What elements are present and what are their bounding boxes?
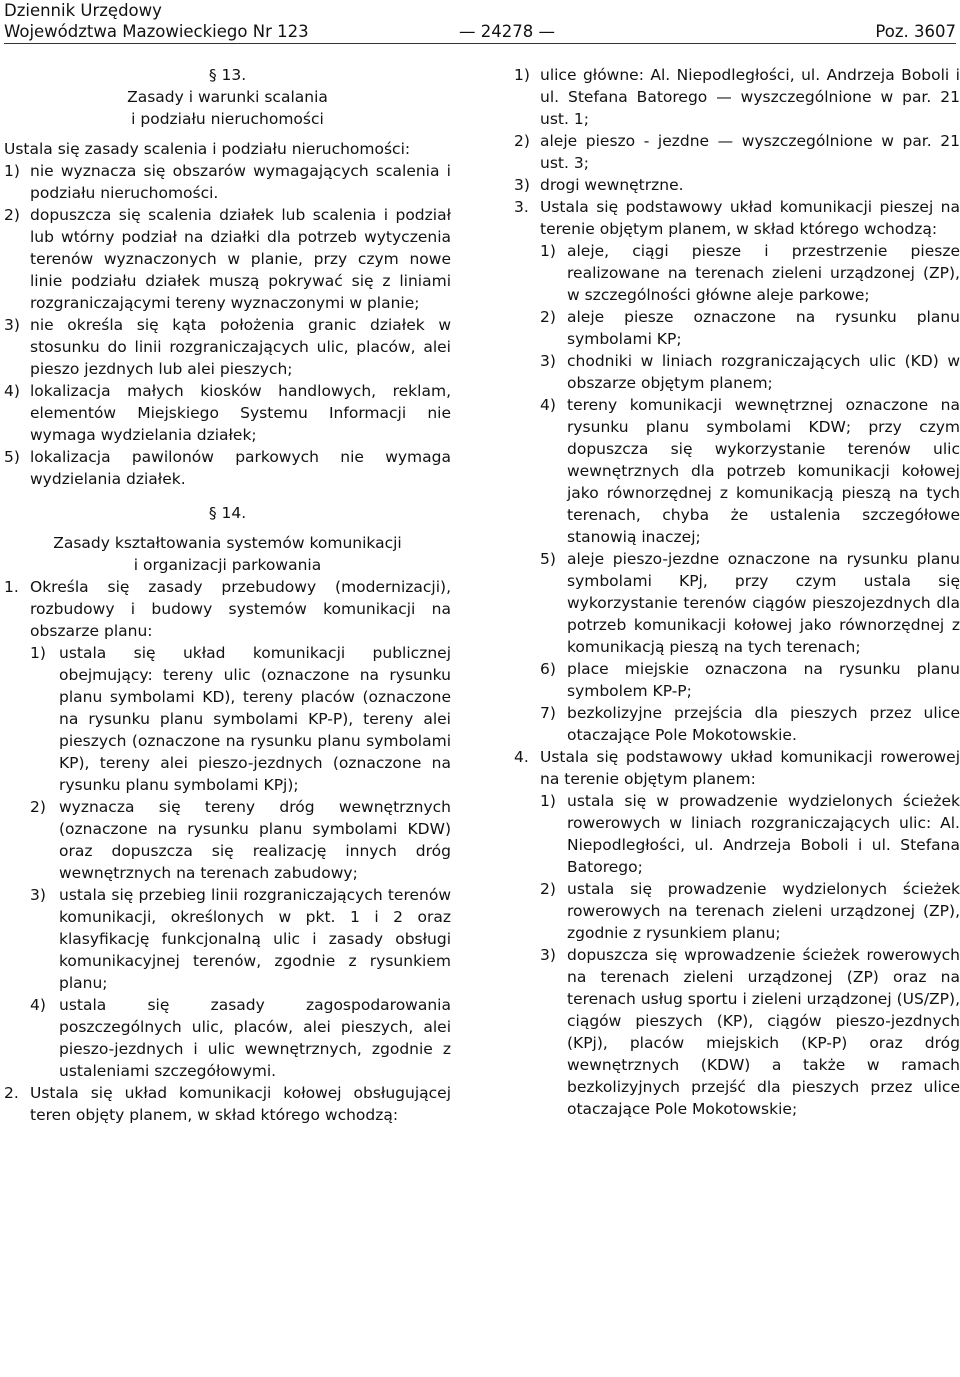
item-text: ustala się w prowadzenie wydzielonych ścieżek rowerowych w liniach rozgraniczających ulic: Al. Niepodległości, ul. Andrzeja Boboli i ul. Stefana Batorego;	[567, 792, 960, 876]
section-14-number: § 14.	[208, 504, 247, 522]
list-item	[4, 994, 451, 1082]
item-number: 1)	[30, 644, 46, 662]
paragraph-3	[514, 196, 960, 240]
item-text: nie wyznacza się obszarów wymagających scalenia i podziału nieruchomości.	[30, 162, 451, 202]
journal-title: Dziennik Urzędowy	[4, 1, 162, 20]
list-item	[4, 642, 451, 796]
paragraph-text: Ustala się podstawowy układ komunikacji pieszej na terenie objętym planem, w skład którego wchodzą:	[540, 198, 960, 238]
list-item	[514, 790, 960, 878]
item-text: bezkolizyjne przejścia dla pieszych przez ulice otaczające Pole Mokotowskie.	[567, 704, 960, 744]
paragraph-4	[514, 746, 960, 790]
list-item	[514, 350, 960, 394]
item-text: ustala się przebieg linii rozgraniczających terenów komunikacji, określonych w pkt. 1 i 2 oraz klasyfikację funkcjonalną ulic i zasady obsługi komunikacyjnej terenów, zgodnie z rysunkiem planu;	[59, 886, 451, 992]
item-number: 1)	[4, 162, 20, 180]
item-number: 4)	[30, 996, 46, 1014]
item-text: drogi wewnętrzne.	[540, 176, 684, 194]
item-text: nie określa się kąta położenia granic działek w stosunku do linii rozgraniczających ulic, placów, alei pieszo jezdnych lub alei pieszych;	[30, 316, 451, 378]
paragraph-text: Określa się zasady przebudowy (modernizacji), rozbudowy i budowy systemów komunikacji na obszarze planu:	[30, 578, 451, 640]
item-number: 5)	[540, 550, 556, 568]
list-item	[4, 204, 451, 314]
item-number: 2)	[514, 132, 530, 150]
item-number: 3)	[540, 352, 556, 370]
page-header	[4, 0, 956, 46]
right-column	[514, 64, 960, 1120]
item-number: 3)	[4, 316, 20, 334]
item-number: 2)	[4, 206, 20, 224]
item-number: 3)	[540, 946, 556, 964]
list-item	[514, 658, 960, 702]
item-number: 6)	[540, 660, 556, 678]
list-item	[514, 130, 960, 174]
list-item	[4, 796, 451, 884]
paragraph-2	[4, 1082, 451, 1126]
list-item	[4, 314, 451, 380]
list-item	[4, 160, 451, 204]
item-text: ulice główne: Al. Niepodległości, ul. Andrzeja Boboli i ul. Stefana Batorego — wyszczególnione w par. 21 ust. 1;	[540, 66, 960, 128]
paragraph-text: Ustala się układ komunikacji kołowej obsługującej teren objęty planem, w skład którego wchodzą:	[30, 1084, 451, 1124]
list-item	[514, 878, 960, 944]
item-text: aleje piesze oznaczone na rysunku planu symbolami KP;	[567, 308, 960, 348]
item-text: aleje pieszo - jezdne — wyszczególnione w par. 21 ust. 3;	[540, 132, 960, 172]
paragraph-number: 3.	[514, 198, 529, 216]
item-text: place miejskie oznaczona na rysunku planu symbolem KP-P;	[567, 660, 960, 700]
journal-subtitle: Województwa Mazowieckiego Nr 123	[4, 22, 309, 41]
section-13-title-line1: Zasady i warunki scalania	[127, 88, 328, 106]
list-item	[4, 446, 451, 490]
section-14-title-line2: i organizacji parkowania	[133, 556, 322, 574]
item-text: lokalizacja pawilonów parkowych nie wymaga wydzielania działek.	[30, 448, 451, 488]
item-text: ustala się układ komunikacji publicznej obejmujący: tereny ulic (oznaczone na rysunku planu symbolami KD), tereny placów (oznaczone na rysunku planu symbolami KP-P), tereny alei pieszych (oznaczone na rysunku planu symbolami KP), tereny alei pieszo-jezdnych (oznaczone na rysunku planu symbolami KPj);	[59, 644, 451, 794]
item-number: 4)	[540, 396, 556, 414]
item-number: 1)	[514, 66, 530, 84]
item-text: dopuszcza się wprowadzenie ścieżek rowerowych na terenach zieleni urządzonej (ZP) oraz na terenach usług sportu i zieleni urządzonej (US/ZP), ciągów pieszych (KP), ciągów pieszo-jezdnych (KPj), placów miejskich (KP-P) oraz dróg wewnętrznych (KDW) a także w ramach bezkolizyjnych przejść dla pieszych przez ulice otaczające Pole Mokotowskie;	[567, 946, 960, 1118]
item-number: 5)	[4, 448, 20, 466]
list-item	[514, 240, 960, 306]
list-item	[514, 702, 960, 746]
section-13-title-line2: i podziału nieruchomości	[131, 110, 324, 128]
item-text: wyznacza się tereny dróg wewnętrznych (oznaczone na rysunku planu symbolami KDW) oraz dopuszcza się realizację innych dróg wewnętrznych na terenach zabudowy;	[59, 798, 451, 882]
section-13-number: § 13.	[208, 66, 247, 84]
item-number: 2)	[540, 308, 556, 326]
item-text: lokalizacja małych kiosków handlowych, reklam, elementów Miejskiego Systemu Informacji nie wymaga wydzielania działek;	[30, 382, 451, 444]
item-number: 3)	[30, 886, 46, 904]
item-number: 1)	[540, 792, 556, 810]
paragraph-number: 4.	[514, 748, 529, 766]
item-number: 2)	[540, 880, 556, 898]
list-item	[4, 380, 451, 446]
page-number: — 24278 —	[459, 22, 555, 41]
item-number: 1)	[540, 242, 556, 260]
list-item	[4, 884, 451, 994]
header-rule	[4, 43, 956, 44]
position-number: Poz. 3607	[875, 22, 956, 41]
item-text: ustala się zasady zagospodarowania poszczególnych ulic, placów, alei pieszych, alei pieszo-jezdnych i ulic wewnętrznych, zgodnie z ustaleniami szczegółowymi.	[59, 996, 451, 1080]
list-item	[514, 64, 960, 130]
list-item	[514, 394, 960, 548]
paragraph-text: Ustala się podstawowy układ komunikacji rowerowej na terenie objętym planem:	[540, 748, 960, 788]
item-number: 7)	[540, 704, 556, 722]
item-text: tereny komunikacji wewnętrznej oznaczone na rysunku planu symbolami KDW; przy czym dopuszcza się wykorzystanie terenów ulic wewnętrznych dla potrzeb komunikacji kołowej jako równorzędnej z komunikacją pieszą na tych terenach, chyba że ustalenia szczegółowe stanowią inaczej;	[567, 396, 960, 546]
left-column	[4, 64, 451, 1126]
item-text: aleje, ciągi piesze i przestrzenie piesze realizowane na terenach zieleni urządzonej (ZP), w szczególności główne aleje parkowe;	[567, 242, 960, 304]
item-number: 2)	[30, 798, 46, 816]
list-item	[514, 306, 960, 350]
section-13-intro: Ustala się zasady scalenia i podziału nieruchomości:	[4, 140, 411, 158]
item-text: dopuszcza się scalenia działek lub scalenia i podział lub wtórny podział na działki dla potrzeb wytyczenia terenów wyznaczonych w planie, przy czym nowe linie podziału działek muszą pokrywać się z liniami rozgraniczającymi tereny wyznaczonymi w planie;	[30, 206, 451, 312]
item-number: 3)	[514, 176, 530, 194]
paragraph-number: 1.	[4, 578, 19, 596]
item-text: aleje pieszo-jezdne oznaczone na rysunku planu symbolami KPj, przy czym ustala się wykorzystanie terenów ciągów pieszojezdnych dla potrzeb komunikacji kołowej jako równorzędnej z komunikacją pieszą na tych terenach;	[567, 550, 960, 656]
paragraph-number: 2.	[4, 1084, 19, 1102]
list-item	[514, 944, 960, 1120]
list-item	[514, 548, 960, 658]
section-14-title-line1: Zasady kształtowania systemów komunikacji	[53, 534, 402, 552]
item-text: ustala się prowadzenie wydzielonych ścieżek rowerowych na terenach zieleni urządzonej (ZP), zgodnie z rysunkiem planu;	[567, 880, 960, 942]
paragraph-1	[4, 576, 451, 642]
item-number: 4)	[4, 382, 20, 400]
list-item	[514, 174, 960, 196]
item-text: chodniki w liniach rozgraniczających ulic (KD) w obszarze objętym planem;	[567, 352, 960, 392]
